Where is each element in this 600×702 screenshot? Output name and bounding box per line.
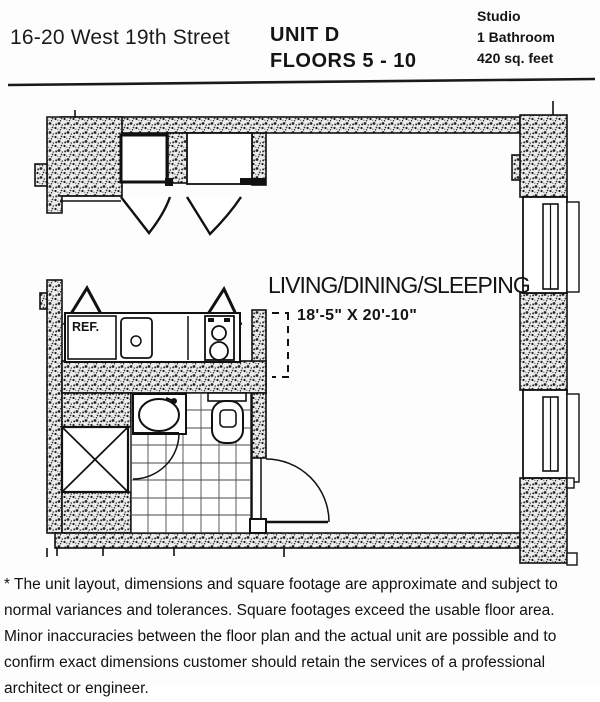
building-address: 16-20 West 19th Street: [10, 26, 230, 49]
spec-bathroom: 1 Bathroom: [477, 29, 555, 45]
unit-title: UNIT D: [270, 24, 340, 46]
door-jamb: [250, 519, 266, 533]
disclaimer-line: Minor inaccuracies between the floor plan and the actual unit are possible and to: [4, 628, 557, 645]
disclaimer-line: normal variances and tolerances. Square footages exceed the usable floor area.: [4, 602, 555, 619]
wall-left: [47, 280, 62, 533]
spec-type: Studio: [477, 8, 521, 24]
wall-below-shower: [62, 492, 131, 533]
wall-right-top: [520, 115, 567, 197]
disclaimer-line: architect or engineer.: [4, 680, 149, 697]
wall-notch: [512, 155, 520, 180]
wall-bathroom-right: [252, 393, 266, 458]
door-jamb: [165, 178, 173, 186]
closet-left: [121, 135, 167, 182]
stove-knob: [208, 318, 214, 322]
closet-door-swings: [121, 197, 241, 234]
wall-bottom: [55, 533, 520, 548]
wall-kitchen-bottom: [62, 361, 266, 393]
wall-right-mid: [520, 293, 567, 390]
wall-closet-right: [252, 133, 266, 185]
wall-top: [60, 117, 520, 133]
vestibule-lines: [60, 196, 121, 201]
toilet-bowl: [220, 410, 236, 427]
room-label: LIVING/DINING/SLEEPING: [268, 272, 530, 298]
closet-door-swing: [121, 197, 170, 233]
kitchen-sink: [121, 318, 152, 358]
stove: [205, 316, 234, 360]
wall-notch: [35, 164, 47, 186]
wall-top-left: [47, 117, 122, 213]
toilet-tank: [208, 393, 246, 401]
wall-closet-divider: [168, 133, 188, 183]
wall-notch: [567, 478, 574, 488]
refrigerator-label: REF.: [72, 320, 100, 334]
disclaimer-line: * The unit layout, dimensions and square footage are approximate and subject to: [4, 576, 558, 593]
closet-door-swing: [187, 197, 241, 234]
wall-notch: [567, 553, 577, 565]
window-upper: [523, 197, 579, 293]
stove-knob: [224, 318, 230, 322]
wall-notch: [40, 293, 47, 309]
disclaimer: [4, 572, 600, 702]
door-jamb: [240, 178, 266, 185]
closet-right: [187, 133, 252, 184]
disclaimer-line: confirm exact dimensions customer should retain the services of a professional: [4, 654, 546, 671]
wall-right-bottom: [520, 478, 567, 563]
header-divider: [8, 79, 595, 85]
room-dimensions: 18'-5" X 20'-10": [297, 307, 418, 324]
unit-floors: FLOORS 5 - 10: [270, 50, 417, 72]
window-lower: [523, 390, 579, 482]
spec-area: 420 sq. feet: [477, 50, 554, 66]
wall-above-shower: [62, 393, 131, 427]
dashed-overhead-outline: [272, 313, 289, 377]
bathroom-door-swing: [266, 459, 329, 522]
